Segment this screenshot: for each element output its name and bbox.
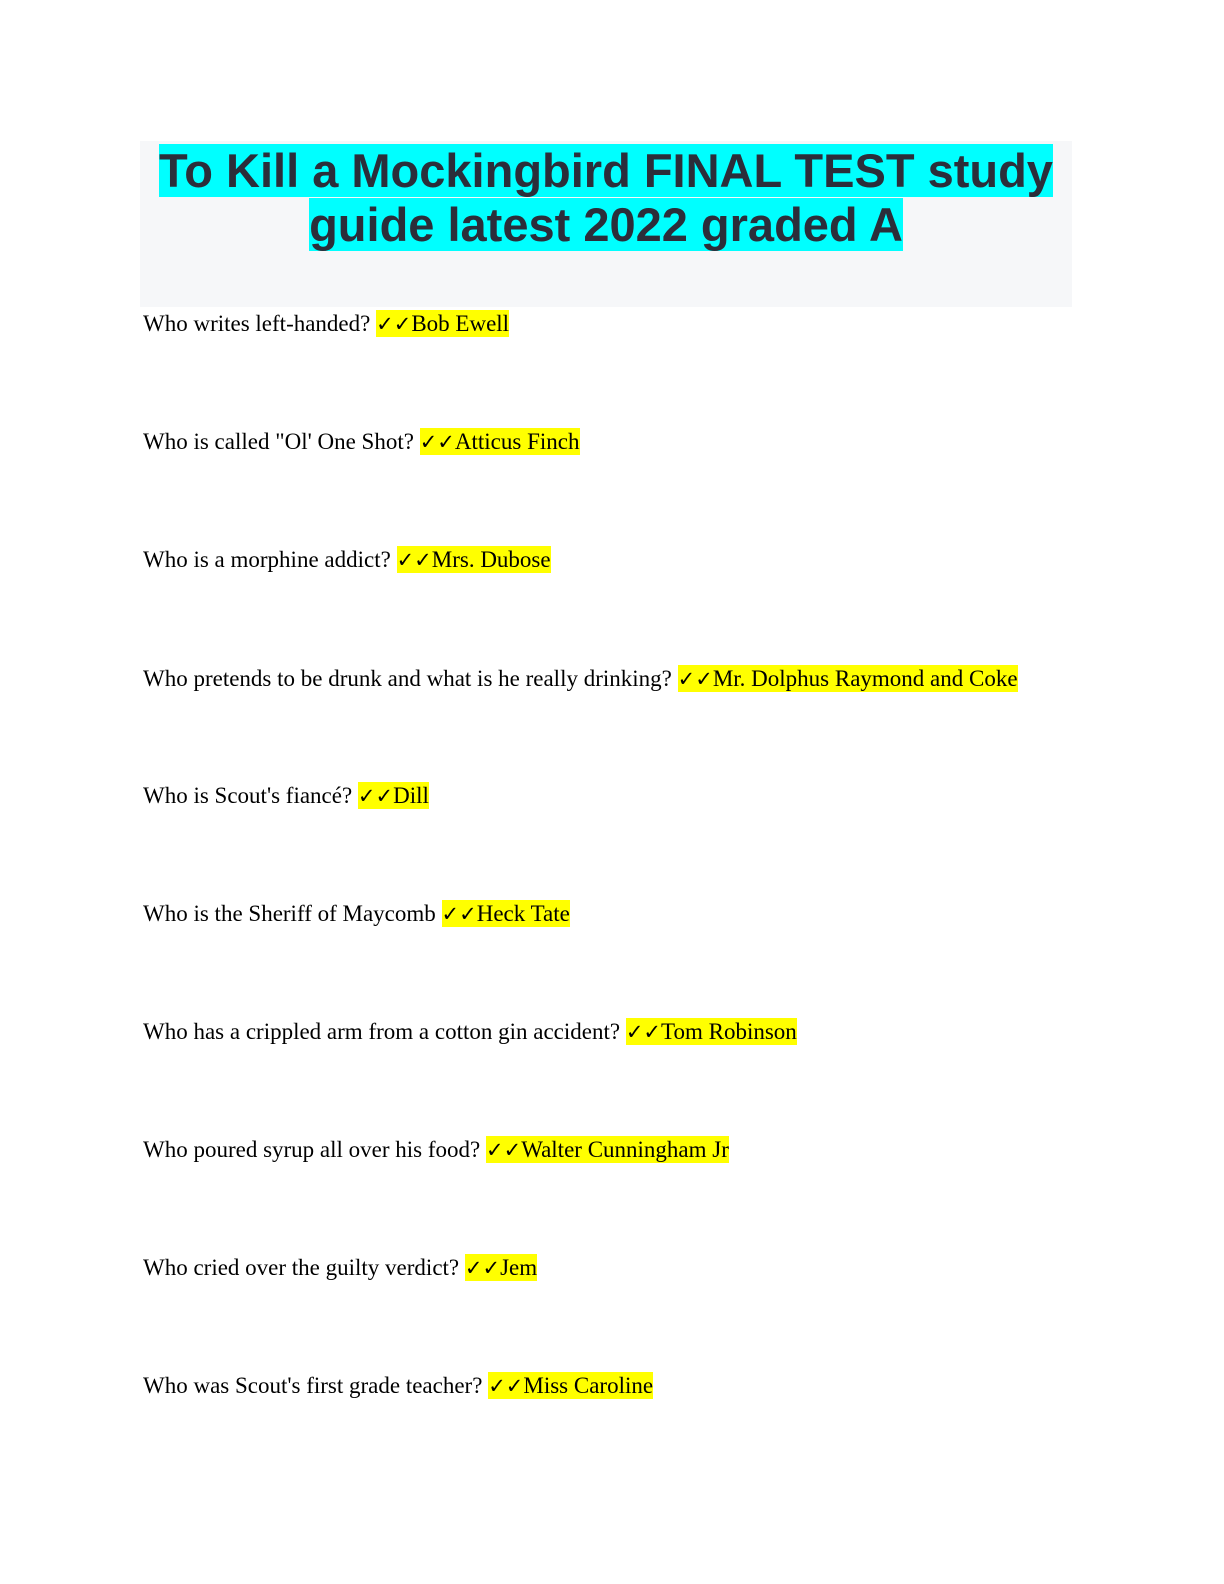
qa-item: [143, 1253, 537, 1283]
double-check-icon: ✓✓: [357, 784, 394, 808]
double-check-icon: ✓✓: [625, 1020, 662, 1044]
qa-item: [143, 664, 1018, 694]
answer-text: Tom Robinson: [661, 1019, 797, 1044]
qa-item: [143, 1371, 653, 1401]
question-text: Who is a morphine addict?: [143, 547, 391, 572]
question-text: Who cried over the guilty verdict?: [143, 1255, 460, 1280]
question-text: Who has a crippled arm from a cotton gin accident?: [143, 1019, 621, 1044]
qa-item: [143, 781, 429, 811]
qa-item: [143, 545, 551, 575]
answer-text: Jem: [500, 1255, 538, 1280]
double-check-icon: ✓✓: [488, 1374, 524, 1398]
qa-item: [143, 427, 580, 457]
question-text: Who is Scout's fiancé?: [143, 783, 353, 808]
question-text: Who poured syrup all over his food?: [143, 1137, 481, 1162]
qa-item: [143, 1017, 797, 1047]
question-text: Who is the Sheriff of Maycomb: [143, 901, 436, 926]
title-line-1: To Kill a Mockingbird FINAL TEST study: [159, 144, 1053, 197]
answer-text: Mrs. Dubose: [431, 547, 551, 572]
answer-text: Heck Tate: [476, 901, 570, 926]
answer-highlight: [626, 1018, 797, 1045]
double-check-icon: ✓✓: [441, 902, 477, 926]
answer-highlight: [420, 428, 580, 455]
question-text: Who writes left-handed?: [143, 311, 371, 336]
question-text: Who is called "Ol' One Shot?: [143, 429, 414, 454]
document-title: [140, 144, 1072, 252]
answer-highlight: [358, 782, 429, 809]
double-check-icon: ✓✓: [464, 1256, 501, 1280]
answer-text: Mr. Dolphus Raymond and Coke: [712, 666, 1018, 691]
answer-text: Walter Cunningham Jr: [521, 1137, 729, 1162]
question-text: Who pretends to be drunk and what is he really drinking?: [143, 666, 672, 691]
answer-highlight: [678, 665, 1018, 692]
answer-text: Miss Caroline: [523, 1373, 654, 1398]
double-check-icon: ✓✓: [677, 667, 713, 691]
qa-item: [143, 309, 509, 339]
qa-item: [143, 1135, 729, 1165]
double-check-icon: ✓✓: [376, 312, 412, 336]
answer-text: Bob Ewell: [411, 311, 510, 336]
double-check-icon: ✓✓: [486, 1138, 522, 1162]
answer-highlight: [488, 1372, 653, 1399]
answer-highlight: [442, 900, 570, 927]
answer-text: Atticus Finch: [454, 429, 580, 454]
answer-highlight: [486, 1136, 729, 1163]
double-check-icon: ✓✓: [396, 548, 432, 572]
qa-item: [143, 899, 570, 929]
answer-highlight: [376, 310, 509, 337]
answer-text: Dill: [393, 783, 429, 808]
answer-highlight: [397, 546, 551, 573]
double-check-icon: ✓✓: [419, 430, 455, 454]
question-text: Who was Scout's first grade teacher?: [143, 1373, 483, 1398]
answer-highlight: [465, 1254, 537, 1281]
title-line-2: guide latest 2022 graded A: [309, 198, 903, 251]
title-panel: [140, 141, 1072, 307]
